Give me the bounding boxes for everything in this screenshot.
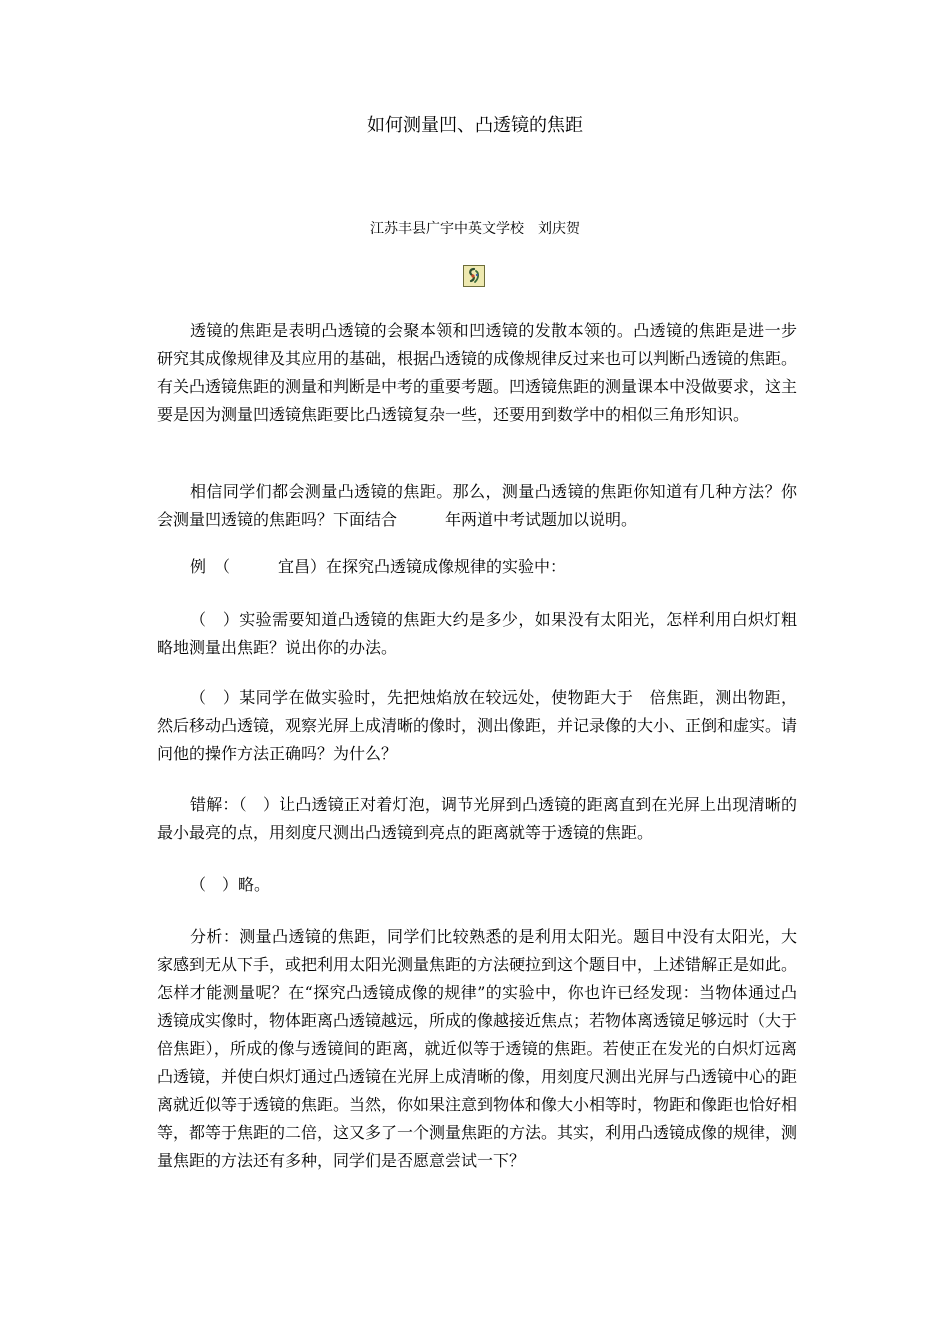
paragraph-question-1: （ ）实验需要知道凸透镜的焦距大约是多少，如果没有太阳光，怎样利用白炽灯粗略地测量出焦距？说出你的办法。 bbox=[157, 610, 797, 657]
paragraph-2: 相信同学们都会测量凸透镜的焦距。那么，测量凸透镜的焦距你知道有几种方法？你会测量凹透镜的焦距吗？下面结合 年两道中考试题加以说明。 bbox=[157, 482, 797, 529]
image-placeholder-icon bbox=[463, 265, 485, 287]
paragraph-question-2: （ ）某同学在做实验时，先把烛焰放在较远处，使物距大于 倍焦距，测出物距，然后移动凸透镜，观察光屏上成清晰的像时，测出像距，并记录像的大小、正倒和虚实。请问他的操作方法正确吗？为什么？ bbox=[157, 688, 798, 763]
paragraph-omitted: （ ）略。 bbox=[190, 875, 271, 894]
paragraph-wrong-answer: 错解：（ ）让凸透镜正对着灯泡，调节光屏到凸透镜的距离直到在光屏上出现清晰的最小最亮的点，用刻度尺测出凸透镜到亮点的距离就等于透镜的焦距。 bbox=[157, 795, 797, 842]
paragraph-analysis: 分析：测量凸透镜的焦距，同学们比较熟悉的是利用太阳光。题目中没有太阳光，大家感到无从下手，或把利用太阳光测量焦距的方法硬拉到这个题目中，上述错解正是如此。怎样才能测量呢？在“探究凸透镜成像的规律”的实验中，你也许已经发现：当物体通过凸透镜成实像时，物体距离凸透镜越远，所成的像越接近焦点；若物体离透镜足够远时（大于 倍焦距），所成的像与透镜间的距离，就近似等于透镜的焦距。若使正在发光的白炽灯远离凸透镜，并使白炽灯通过凸透镜在光屏上成清晰的像，用刻度尺测出光屏与凸透镜中心的距离就近似等于透镜的焦距。当然，你如果注意到物体和像大小相等时，物距和像距也恰好相等，都等于焦距的二倍，这又多了一个测量焦距的方法。其实，利用凸透镜成像的规律，测量焦距的方法还有多种，同学们是否愿意尝试一下？ bbox=[157, 927, 830, 1170]
author-line: 江苏丰县广宇中英文学校 刘庆贺 bbox=[370, 221, 580, 237]
paragraph-example: 例 （ 宜昌）在探究凸透镜成像规律的实验中： bbox=[190, 557, 567, 576]
paragraph-1: 透镜的焦距是表明凸透镜的会聚本领和凹透镜的发散本领的。凸透镜的焦距是进一步研究其成像规律及其应用的基础，根据凸透镜的成像规律反过来也可以判断凸透镜的焦距。有关凸透镜焦距的测量和判断是中考的重要考题。凹透镜焦距的测量课本中没做要求，这主要是因为测量凹透镜焦距要比凸透镜复杂一些，还要用到数学中的相似三角形知识。 bbox=[157, 321, 798, 424]
page-title: 如何测量凹、凸透镜的焦距 bbox=[367, 115, 583, 136]
